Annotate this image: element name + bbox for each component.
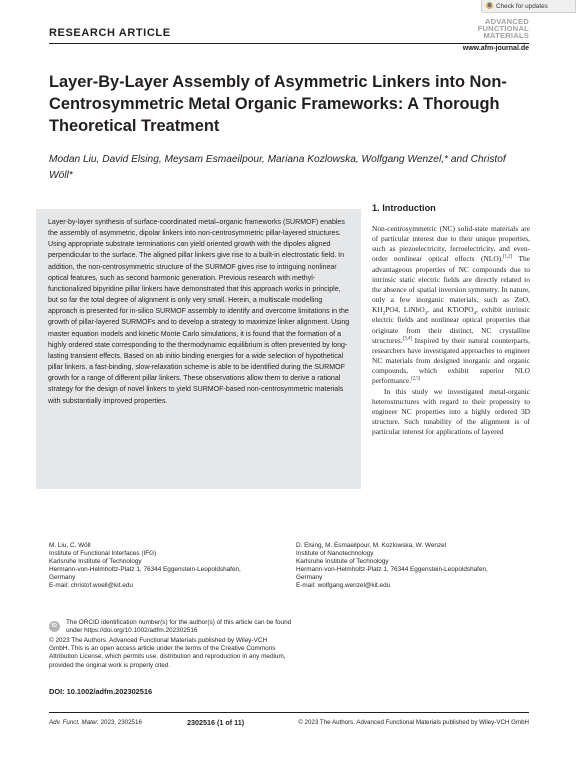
license-statement: © 2023 The Authors. Advanced Functional Materials published by Wiley-VCH GmbH. This is an open access article under the terms of the Creative Commons Attribution License, which permits use, distribution and reproduction in any medium, provided the original work is properly cited. xyxy=(49,637,286,669)
check-for-updates-badge[interactable] xyxy=(481,0,576,13)
footer-citation: Adv. Funct. Mater. 2023, 2302516 xyxy=(49,719,142,726)
journal-logo-line-3: MATERIALS xyxy=(483,31,529,40)
update-check-icon xyxy=(486,2,493,9)
introduction-heading: 1. Introduction xyxy=(372,203,436,213)
introduction-paragraph-2: In this study we investigated metal-organic heterostructures with regard to their propensity to engineer NC properties into a highly ordered 3D structure. Such tunability of the alignment is of particular interest for applications of layered xyxy=(372,386,530,437)
journal-logo-line-2: FUNCTIONAL xyxy=(477,24,529,33)
affiliation-right: D. Elsing, M. Esmaeilpour, M. Kozlowska, W. Wenzel Institute of Nanotechnology Karlsruhe Institute of Technology Hermann-von-Helmholtz-Platz 1, 76344 Eggenstein-Leopoldshafen, Germany E-mail: wolfgang.wenzel@kit.edu xyxy=(296,542,536,591)
abstract-text: Layer-by-layer synthesis of surface-coordinated metal–organic frameworks (SURMOF) enables the assembly of asymmetric, dipolar linkers into non-centrosymmetric pillar-layered structures. Using appropriate substrate terminations can yield oriented growth with the dipoles aligned perpendicular to the surface. The aligned pillar linkers give rise to a built-in electrostatic field. In addition, the non-centrosymmetric structure of the SURMOF gives rise to intriguing nonlinear optical features, such as second harmonic generation. Previous research with methyl-functionalized bipyridine pillar linkers have demonstrated that this approach works in principle, but so far the total degree of alignment is only very small. Herein, a multiscale modelling approach is presented for in-silico SURMOF assembly to identify and overcome limitations in the growth of pillar-layered SURMOFs and to develop a strategy to maximize linker alignment. Using master equation models and kinetic Monte Carlo simulations, it is found that the formation of a highly ordered state corresponding to the thermodynamic equilibrium is often prevented by long-lasting transient effects. Based on ab initio binding energies for a wide selection of hypothetical pillar linkers, a fast-binding, slow-relaxation scheme is able to be identified during the SURMOF growth for a range of different pillar linkers. These observations allow them to derive a rational strategy for the design of novel linkers to yield SURMOF-based non-centrosymmetric materials with substantially improved properties. xyxy=(48,219,350,405)
citation-1-2[interactable]: [1,2] xyxy=(502,255,513,260)
email-link-wenzel[interactable]: E-mail: wolfgang.wenzel@kit.edu xyxy=(296,582,391,590)
citation-3-4[interactable]: [3,4] xyxy=(402,336,412,342)
citation-2-5[interactable]: [2,5] xyxy=(411,376,421,382)
orcid-icon: ID xyxy=(49,621,60,632)
journal-logo xyxy=(478,18,529,39)
article-type-label: RESEARCH ARTICLE xyxy=(49,27,171,39)
page-number: 2302516 (1 of 11) xyxy=(187,718,245,727)
check-for-updates-label: Check for updates xyxy=(496,3,548,10)
email-link-woell[interactable]: E-mail: christof.woell@kit.edu xyxy=(49,582,133,590)
footer-copyright: © 2023 The Authors. Advanced Functional Materials published by Wiley-VCH GmbH xyxy=(298,719,529,726)
doi-link[interactable]: DOI: 10.1002/adfm.202302516 xyxy=(49,687,153,696)
introduction-body xyxy=(372,224,530,437)
author-list: Modan Liu, David Elsing, Meysam Esmaeilpour, Mariana Kozlowska, Wolfgang Wenzel,* and Christof Wöll* xyxy=(49,154,506,181)
introduction-paragraph-1: Non-centrosymmetric (NC) solid-state materials are of particular interest due to their unique properties, such as piezoelectricity, ferroelectricity, and even-order nonlinear optical effects (NLO).[1,2] The advantageous properties of NC compounds due to intrinsic static electric fields are directly related to the absence of spatial inversion symmetry. In nature, only a few inorganic materials, such as ZnO, $KH_2PO4$, LiNbO$_3$, and KTiOPO$_4$, exhibit intrinsic electric fields and nonlinear optical properties that originate from their distinct, NC crystalline structures.[3,4] Inspired by their natural counterparts, researchers have investigated approaches to engineer NC materials from designed inorganic and organic compounds, which exhibit superior NLO performance.[2,5] xyxy=(372,224,530,386)
journal-url-link[interactable]: www.afm-journal.de xyxy=(462,45,529,52)
orcid-note[interactable]: The ORCID identification number(s) for the author(s) of this article can be found under https://doi.org/10.1002/adfm.202302516 xyxy=(66,619,292,635)
affiliation-left: M. Liu, C. Wöll Institute of Functional Interfaces (IFG) Karlsruhe Institute of Technology Hermann-von-Helmholtz-Platz 1, 76344 Eggenstein-Leopoldshafen, Germany E-mail: christof.woell@kit.edu xyxy=(49,542,289,591)
journal-logo-line-1: ADVANCED xyxy=(484,17,529,26)
article-title: Layer-By-Layer Assembly of Asymmetric Linkers into Non-Centrosymmetric Metal Organic Frameworks: A Thorough Theoretical Treatment xyxy=(49,73,507,135)
footer-divider xyxy=(49,712,529,713)
header-divider xyxy=(49,43,529,44)
